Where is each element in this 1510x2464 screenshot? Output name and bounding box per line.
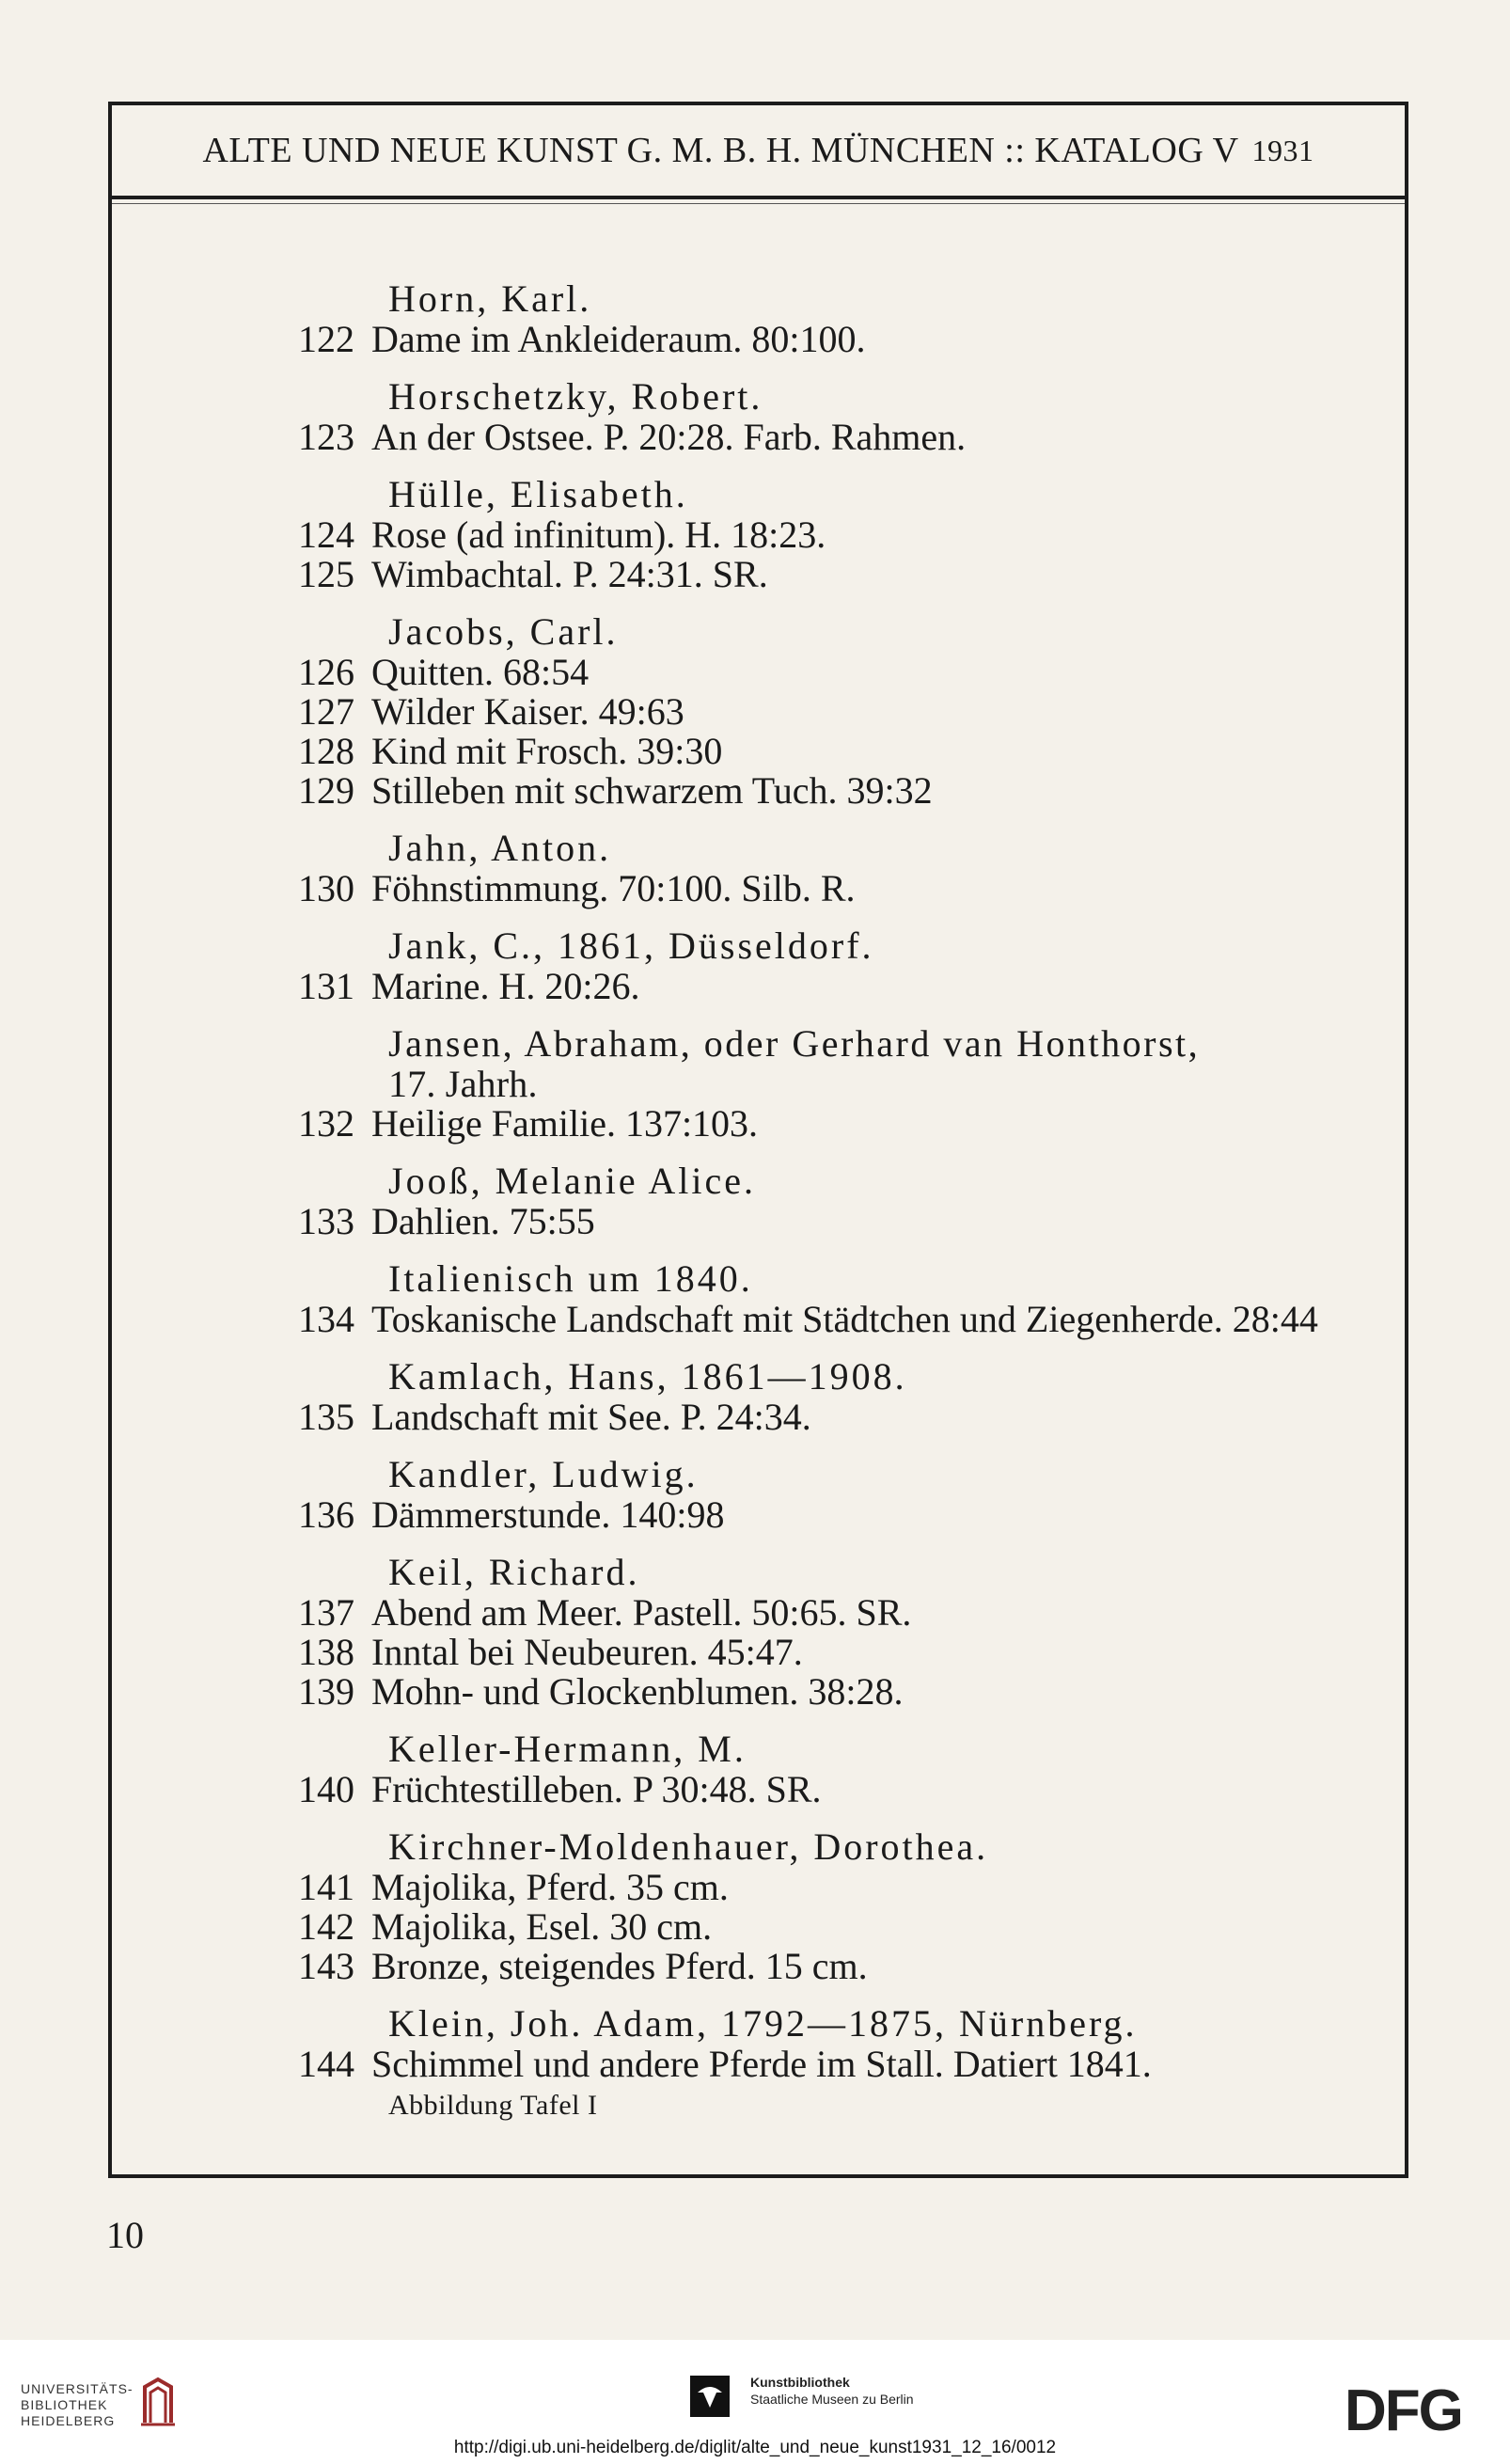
work-title: Kind mit Frosch. 39:30 <box>371 730 723 772</box>
work-row <box>183 1868 1387 1907</box>
museen-name: Staatliche Museen zu Berlin <box>750 2392 914 2407</box>
work-title: Bronze, steigendes Pferd. 15 cm. <box>371 1945 868 1987</box>
work-row <box>183 418 1387 457</box>
work-row <box>183 1907 1387 1947</box>
work-row <box>183 1300 1387 1339</box>
work-title: Dämmerstunde. 140:98 <box>371 1493 725 1536</box>
work-title: Majolika, Esel. 30 cm. <box>371 1905 713 1948</box>
work-row <box>183 515 1387 555</box>
work-title: Föhnstimmung. 70:100. Silb. R. <box>371 867 856 909</box>
work-number: 139 <box>298 1670 354 1713</box>
university-seal-icon <box>137 2374 179 2428</box>
artist-name-continued: 17. Jahrh. <box>388 1063 538 1105</box>
work-number: 135 <box>298 1396 354 1438</box>
work-row <box>183 869 1387 908</box>
work-row <box>183 1104 1387 1144</box>
work-title: Quitten. 68:54 <box>371 651 590 693</box>
dfg-logo[interactable]: DFG <box>1345 2378 1462 2443</box>
work-number: 143 <box>298 1945 354 1987</box>
work-number: 126 <box>298 651 354 693</box>
kunstbibliothek-name: Kunstbibliothek <box>750 2375 850 2390</box>
work-row <box>183 1633 1387 1672</box>
work-row <box>183 1770 1387 1809</box>
work-title: Stilleben mit schwarzem Tuch. 39:32 <box>371 769 933 812</box>
work-number: 130 <box>298 867 354 909</box>
kunstbibliothek-label[interactable] <box>750 2374 914 2408</box>
work-number: 134 <box>298 1298 354 1340</box>
source-url[interactable]: http://digi.ub.uni-heidelberg.de/diglit/alte_und_neue_kunst1931_12_16/0012 <box>453 2438 1057 2457</box>
work-number: 141 <box>298 1866 354 1908</box>
work-row <box>183 1398 1387 1437</box>
work-title: Landschaft mit See. P. 24:34. <box>371 1396 811 1438</box>
artist-name: Hülle, Elisabeth. <box>388 473 688 515</box>
work-row <box>183 320 1387 359</box>
work-number: 140 <box>298 1768 354 1810</box>
work-number: 133 <box>298 1200 354 1242</box>
work-title: Abend am Meer. Pastell. 50:65. SR. <box>371 1591 912 1634</box>
artist-name: Keller-Hermann, M. <box>388 1728 747 1770</box>
illustration-note: Abbildung Tafel I <box>388 2090 598 2121</box>
artist-name: Keil, Richard. <box>388 1551 640 1593</box>
work-title: Toskanische Landschaft mit Städtchen und Ziegenherde. 28:44 <box>371 1298 1318 1340</box>
work-number: 125 <box>298 553 354 595</box>
work-title: Marine. H. 20:26. <box>371 965 640 1007</box>
work-row <box>183 967 1387 1006</box>
artist-name: Jank, C., 1861, Düsseldorf. <box>388 924 874 967</box>
university-logo-line: UNIVERSITÄTS- <box>21 2381 134 2396</box>
work-row <box>183 692 1387 732</box>
work-title: Inntal bei Neubeuren. 45:47. <box>371 1631 803 1673</box>
work-number: 127 <box>298 690 354 733</box>
work-row <box>183 1947 1387 1986</box>
catalog-header <box>112 105 1405 199</box>
entry-list <box>183 278 1387 2127</box>
artist-name: Horschetzky, Robert. <box>388 375 763 418</box>
work-row <box>183 1593 1387 1633</box>
work-row <box>183 2045 1387 2084</box>
header-title: ALTE UND NEUE KUNST G. M. B. H. MÜNCHEN :: KATALOG V <box>202 131 1239 170</box>
work-title: Dame im Ankleideraum. 80:100. <box>371 318 866 360</box>
university-logo-line: HEIDELBERG <box>21 2413 116 2428</box>
work-title: Wilder Kaiser. 49:63 <box>371 690 684 733</box>
university-logo-line: BIBLIOTHEK <box>21 2397 108 2412</box>
work-number: 132 <box>298 1102 354 1145</box>
work-number: 122 <box>298 318 354 360</box>
work-number: 124 <box>298 513 354 556</box>
work-title: Rose (ad infinitum). H. 18:23. <box>371 513 826 556</box>
page-number: 10 <box>106 2214 144 2256</box>
work-row <box>183 732 1387 771</box>
work-number: 136 <box>298 1493 354 1536</box>
work-row <box>183 653 1387 692</box>
work-number: 137 <box>298 1591 354 1634</box>
work-number: 128 <box>298 730 354 772</box>
artist-name: Kandler, Ludwig. <box>388 1453 699 1495</box>
artist-name: Jooß, Melanie Alice. <box>388 1160 757 1202</box>
artist-name: Kamlach, Hans, 1861—1908. <box>388 1355 907 1398</box>
work-title: Wimbachtal. P. 24:31. SR. <box>371 553 768 595</box>
artist-name: Italienisch um 1840. <box>388 1257 753 1300</box>
work-number: 142 <box>298 1905 354 1948</box>
work-title: Früchtestilleben. P 30:48. SR. <box>371 1768 822 1810</box>
artist-name: Jahn, Anton. <box>388 827 612 869</box>
work-title: Heilige Familie. 137:103. <box>371 1102 759 1145</box>
work-title: An der Ostsee. P. 20:28. Farb. Rahmen. <box>371 416 967 458</box>
header-rule <box>112 203 1405 204</box>
artist-name: Klein, Joh. Adam, 1792—1875, Nürnberg. <box>388 2002 1138 2045</box>
work-number: 131 <box>298 965 354 1007</box>
artist-name: Jansen, Abraham, oder Gerhard van Honthorst, <box>388 1022 1201 1065</box>
work-row <box>183 1672 1387 1712</box>
artist-name: Jacobs, Carl. <box>388 610 619 653</box>
work-number: 138 <box>298 1631 354 1673</box>
artist-name: Horn, Karl. <box>388 277 592 320</box>
kunstbibliothek-eagle-icon <box>686 2372 733 2423</box>
work-number: 129 <box>298 769 354 812</box>
artist-name: Kirchner-Moldenhauer, Dorothea. <box>388 1825 989 1868</box>
work-row <box>183 555 1387 594</box>
work-title: Mohn- und Glockenblumen. 38:28. <box>371 1670 904 1713</box>
work-row <box>183 771 1387 811</box>
work-title: Schimmel und andere Pferde im Stall. Datiert 1841. <box>371 2043 1152 2085</box>
work-title: Majolika, Pferd. 35 cm. <box>371 1866 729 1908</box>
university-library-logo[interactable] <box>21 2381 134 2429</box>
work-row <box>183 1495 1387 1535</box>
work-number: 144 <box>298 2043 354 2085</box>
work-row <box>183 1202 1387 1241</box>
work-title: Dahlien. 75:55 <box>371 1200 595 1242</box>
work-number: 123 <box>298 416 354 458</box>
header-year: 1931 <box>1251 133 1314 167</box>
